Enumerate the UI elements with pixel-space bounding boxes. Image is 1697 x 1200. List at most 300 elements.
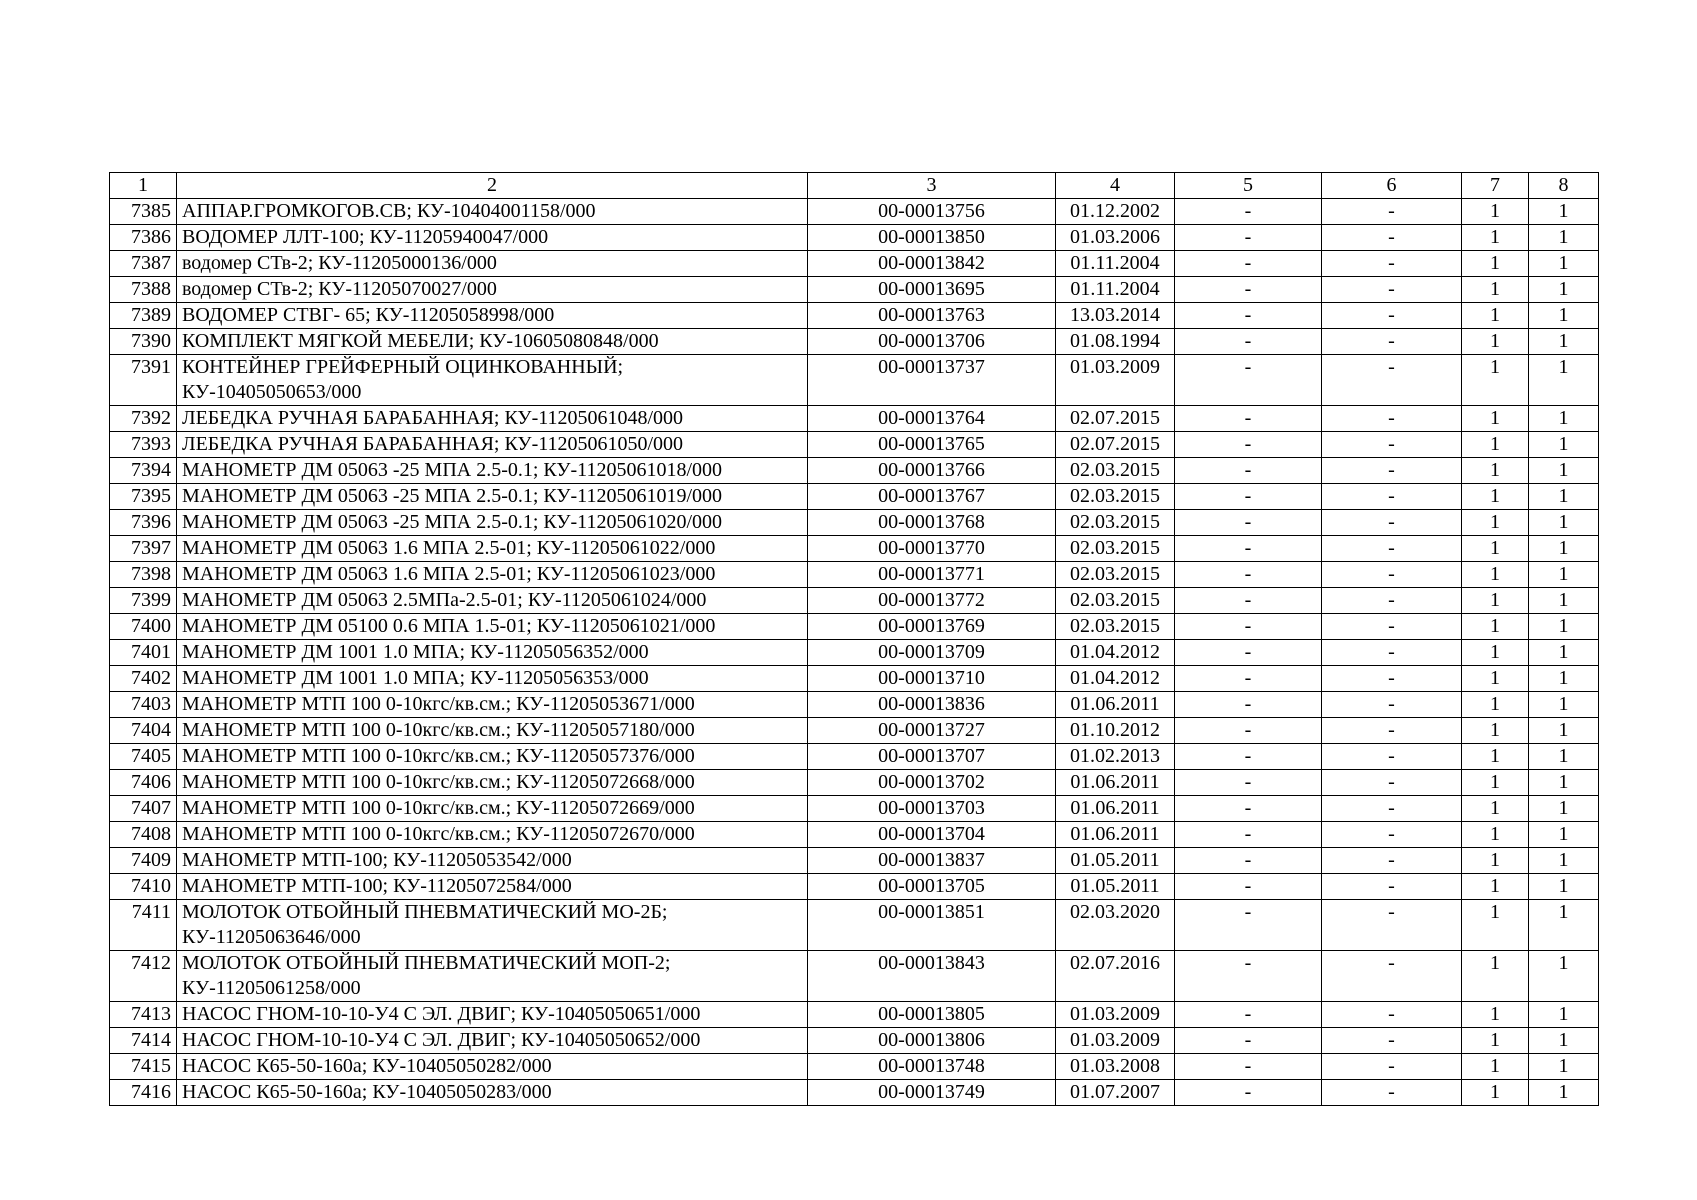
item-date: 01.06.2011	[1056, 822, 1175, 848]
item-name	[177, 692, 808, 718]
col-8-value: 1	[1529, 303, 1599, 329]
col-5-value: -	[1175, 225, 1322, 251]
col-8-value: 1	[1529, 588, 1599, 614]
item-name	[177, 1002, 808, 1028]
item-name-line: НАСОС К65-50-160а; КУ-10405050283/000	[182, 1081, 552, 1103]
item-name-line: МАНОМЕТР МТП 100 0-10кгс/кв.см.; КУ-11205057376/000	[182, 745, 695, 767]
col-7-value: 1	[1462, 251, 1529, 277]
table-row	[110, 874, 1599, 900]
item-name	[177, 1054, 808, 1080]
inventory-code: 00-00013709	[808, 640, 1056, 666]
item-name-line: МАНОМЕТР ДМ 05063 -25 МПА 2.5-0.1; КУ-11205061020/000	[182, 511, 722, 533]
table-row	[110, 640, 1599, 666]
item-name-line: МАНОМЕТР МТП 100 0-10кгс/кв.см.; КУ-11205072669/000	[182, 797, 695, 819]
col-8-value: 1	[1529, 1028, 1599, 1054]
inventory-code: 00-00013748	[808, 1054, 1056, 1080]
col-6-value: -	[1322, 848, 1462, 874]
row-number: 7410	[110, 874, 177, 900]
col-7-value: 1	[1462, 432, 1529, 458]
item-name-line: НАСОС ГНОМ-10-10-У4 С ЭЛ. ДВИГ; КУ-10405050652/000	[182, 1029, 701, 1051]
col-7-value: 1	[1462, 666, 1529, 692]
table-row	[110, 692, 1599, 718]
col-7-value: 1	[1462, 1028, 1529, 1054]
item-name	[177, 1028, 808, 1054]
col-8-value: 1	[1529, 562, 1599, 588]
col-8-value: 1	[1529, 874, 1599, 900]
col-7-value: 1	[1462, 874, 1529, 900]
col-7-value: 1	[1462, 199, 1529, 225]
item-date: 01.03.2009	[1056, 1028, 1175, 1054]
col-8-value: 1	[1529, 329, 1599, 355]
table-row	[110, 355, 1599, 406]
col-7-value: 1	[1462, 822, 1529, 848]
row-number: 7386	[110, 225, 177, 251]
inventory-code: 00-00013703	[808, 796, 1056, 822]
col-8-value: 1	[1529, 225, 1599, 251]
inventory-code: 00-00013764	[808, 406, 1056, 432]
item-name-line: МАНОМЕТР ДМ 1001 1.0 МПА; КУ-11205056353/000	[182, 667, 649, 689]
item-date: 02.03.2015	[1056, 510, 1175, 536]
col-7-value: 1	[1462, 277, 1529, 303]
col-8-value: 1	[1529, 199, 1599, 225]
col-8-value: 1	[1529, 900, 1599, 951]
col-5-value: -	[1175, 588, 1322, 614]
item-name	[177, 1080, 808, 1106]
col-6-value: -	[1322, 303, 1462, 329]
col-6-value: -	[1322, 822, 1462, 848]
row-number: 7403	[110, 692, 177, 718]
item-date: 01.06.2011	[1056, 796, 1175, 822]
item-name-line: МАНОМЕТР ДМ 05063 -25 МПА 2.5-0.1; КУ-11205061018/000	[182, 459, 722, 481]
col-6-value: -	[1322, 536, 1462, 562]
col-5-value: -	[1175, 744, 1322, 770]
item-name	[177, 874, 808, 900]
col-8-value: 1	[1529, 692, 1599, 718]
item-name	[177, 770, 808, 796]
col-7-value: 1	[1462, 1054, 1529, 1080]
col-6-value: -	[1322, 640, 1462, 666]
col-5-value: -	[1175, 432, 1322, 458]
table-row	[110, 848, 1599, 874]
item-name-line: МАНОМЕТР ДМ 1001 1.0 МПА; КУ-11205056352/000	[182, 641, 649, 663]
item-date: 01.03.2006	[1056, 225, 1175, 251]
item-name-line: МАНОМЕТР МТП 100 0-10кгс/кв.см.; КУ-11205057180/000	[182, 719, 695, 741]
item-date: 02.03.2015	[1056, 458, 1175, 484]
col-8-value: 1	[1529, 848, 1599, 874]
table-row	[110, 718, 1599, 744]
col-5-value: -	[1175, 484, 1322, 510]
row-number: 7404	[110, 718, 177, 744]
col-7-value: 1	[1462, 951, 1529, 1002]
col-6-value: -	[1322, 1054, 1462, 1080]
inventory-code: 00-00013695	[808, 277, 1056, 303]
col-5-value: -	[1175, 1028, 1322, 1054]
item-name-line: АППАР.ГРОМКОГОВ.СВ; КУ-10404001158/000	[182, 200, 596, 222]
table-row	[110, 510, 1599, 536]
item-name-line: МАНОМЕТР ДМ 05063 1.6 МПА 2.5-01; КУ-11205061023/000	[182, 563, 716, 585]
table-row	[110, 1028, 1599, 1054]
item-date: 01.05.2011	[1056, 848, 1175, 874]
inventory-code: 00-00013707	[808, 744, 1056, 770]
inventory-code: 00-00013769	[808, 614, 1056, 640]
row-number: 7405	[110, 744, 177, 770]
col-6-value: -	[1322, 251, 1462, 277]
row-number: 7416	[110, 1080, 177, 1106]
row-number: 7397	[110, 536, 177, 562]
item-name	[177, 432, 808, 458]
item-name-line: НАСОС ГНОМ-10-10-У4 С ЭЛ. ДВИГ; КУ-10405050651/000	[182, 1003, 701, 1025]
col-7-value: 1	[1462, 458, 1529, 484]
col-7-value: 1	[1462, 1002, 1529, 1028]
col-5-value: -	[1175, 848, 1322, 874]
item-name	[177, 406, 808, 432]
col-5-value: -	[1175, 1002, 1322, 1028]
col-7-value: 1	[1462, 770, 1529, 796]
col-6-value: -	[1322, 692, 1462, 718]
header-col-8: 8	[1529, 173, 1599, 199]
item-date: 01.03.2008	[1056, 1054, 1175, 1080]
inventory-code: 00-00013771	[808, 562, 1056, 588]
col-8-value: 1	[1529, 432, 1599, 458]
row-number: 7396	[110, 510, 177, 536]
table-row	[110, 329, 1599, 355]
item-date: 01.03.2009	[1056, 355, 1175, 406]
item-name-line: МАНОМЕТР ДМ 05063 -25 МПА 2.5-0.1; КУ-11205061019/000	[182, 485, 722, 507]
col-5-value: -	[1175, 770, 1322, 796]
table-row	[110, 614, 1599, 640]
col-8-value: 1	[1529, 744, 1599, 770]
item-name-line: ВОДОМЕР СТВГ- 65; КУ-11205058998/000	[182, 304, 555, 326]
col-8-value: 1	[1529, 640, 1599, 666]
item-name	[177, 458, 808, 484]
col-8-value: 1	[1529, 510, 1599, 536]
col-8-value: 1	[1529, 1002, 1599, 1028]
col-5-value: -	[1175, 458, 1322, 484]
col-6-value: -	[1322, 199, 1462, 225]
table-row	[110, 744, 1599, 770]
item-name-line: МАНОМЕТР МТП 100 0-10кгс/кв.см.; КУ-11205072668/000	[182, 771, 695, 793]
col-8-value: 1	[1529, 1080, 1599, 1106]
table-row	[110, 900, 1599, 951]
col-5-value: -	[1175, 692, 1322, 718]
col-8-value: 1	[1529, 666, 1599, 692]
inventory-code: 00-00013737	[808, 355, 1056, 406]
inventory-code: 00-00013836	[808, 692, 1056, 718]
header-col-1: 1	[110, 173, 177, 199]
col-8-value: 1	[1529, 1054, 1599, 1080]
item-name-line: КУ-11205061258/000	[182, 977, 361, 999]
table-row	[110, 484, 1599, 510]
item-name	[177, 614, 808, 640]
col-6-value: -	[1322, 277, 1462, 303]
table-row	[110, 536, 1599, 562]
item-date: 02.03.2015	[1056, 484, 1175, 510]
item-name	[177, 484, 808, 510]
col-8-value: 1	[1529, 458, 1599, 484]
row-number: 7392	[110, 406, 177, 432]
row-number: 7413	[110, 1002, 177, 1028]
inventory-code: 00-00013766	[808, 458, 1056, 484]
item-date: 01.03.2009	[1056, 1002, 1175, 1028]
col-7-value: 1	[1462, 510, 1529, 536]
col-5-value: -	[1175, 718, 1322, 744]
item-name-line: ЛЕБЕДКА РУЧНАЯ БАРАБАННАЯ; КУ-11205061048/000	[182, 407, 684, 429]
row-number: 7409	[110, 848, 177, 874]
table-row	[110, 458, 1599, 484]
item-date: 02.03.2015	[1056, 614, 1175, 640]
col-7-value: 1	[1462, 406, 1529, 432]
row-number: 7400	[110, 614, 177, 640]
col-5-value: -	[1175, 822, 1322, 848]
col-7-value: 1	[1462, 484, 1529, 510]
inventory-code: 00-00013704	[808, 822, 1056, 848]
item-name	[177, 588, 808, 614]
inventory-code: 00-00013770	[808, 536, 1056, 562]
item-name	[177, 848, 808, 874]
col-8-value: 1	[1529, 951, 1599, 1002]
row-number: 7388	[110, 277, 177, 303]
header-row	[110, 173, 1599, 199]
item-name	[177, 355, 808, 406]
item-name-line: МАНОМЕТР МТП-100; КУ-11205072584/000	[182, 875, 572, 897]
col-7-value: 1	[1462, 329, 1529, 355]
col-6-value: -	[1322, 458, 1462, 484]
col-5-value: -	[1175, 1080, 1322, 1106]
item-name-line: ЛЕБЕДКА РУЧНАЯ БАРАБАННАЯ; КУ-11205061050/000	[182, 433, 684, 455]
col-6-value: -	[1322, 718, 1462, 744]
col-5-value: -	[1175, 329, 1322, 355]
item-date: 01.12.2002	[1056, 199, 1175, 225]
item-date: 01.06.2011	[1056, 770, 1175, 796]
col-7-value: 1	[1462, 303, 1529, 329]
col-7-value: 1	[1462, 640, 1529, 666]
item-date: 01.08.1994	[1056, 329, 1175, 355]
table-row	[110, 666, 1599, 692]
col-8-value: 1	[1529, 277, 1599, 303]
col-6-value: -	[1322, 510, 1462, 536]
item-date: 02.03.2015	[1056, 562, 1175, 588]
col-6-value: -	[1322, 484, 1462, 510]
row-number: 7387	[110, 251, 177, 277]
col-5-value: -	[1175, 303, 1322, 329]
item-name	[177, 251, 808, 277]
col-6-value: -	[1322, 614, 1462, 640]
row-number: 7385	[110, 199, 177, 225]
inventory-code: 00-00013842	[808, 251, 1056, 277]
item-name-line: НАСОС К65-50-160а; КУ-10405050282/000	[182, 1055, 552, 1077]
item-date: 01.06.2011	[1056, 692, 1175, 718]
inventory-code: 00-00013805	[808, 1002, 1056, 1028]
item-name	[177, 303, 808, 329]
col-5-value: -	[1175, 251, 1322, 277]
item-name-line: водомер СТв-2; КУ-11205070027/000	[182, 278, 497, 300]
inventory-code: 00-00013727	[808, 718, 1056, 744]
col-6-value: -	[1322, 562, 1462, 588]
inventory-code: 00-00013806	[808, 1028, 1056, 1054]
col-8-value: 1	[1529, 796, 1599, 822]
item-date: 01.10.2012	[1056, 718, 1175, 744]
item-date: 01.11.2004	[1056, 277, 1175, 303]
col-8-value: 1	[1529, 770, 1599, 796]
table-row	[110, 199, 1599, 225]
inventory-code: 00-00013710	[808, 666, 1056, 692]
col-6-value: -	[1322, 329, 1462, 355]
table-row	[110, 822, 1599, 848]
item-date: 01.04.2012	[1056, 640, 1175, 666]
row-number: 7398	[110, 562, 177, 588]
item-date: 01.05.2011	[1056, 874, 1175, 900]
item-name	[177, 744, 808, 770]
row-number: 7401	[110, 640, 177, 666]
item-name	[177, 666, 808, 692]
col-5-value: -	[1175, 666, 1322, 692]
col-6-value: -	[1322, 770, 1462, 796]
col-8-value: 1	[1529, 822, 1599, 848]
table-row	[110, 303, 1599, 329]
item-name	[177, 900, 808, 951]
item-date: 02.03.2015	[1056, 588, 1175, 614]
item-name	[177, 718, 808, 744]
col-8-value: 1	[1529, 355, 1599, 406]
inventory-code: 00-00013850	[808, 225, 1056, 251]
header-col-5: 5	[1175, 173, 1322, 199]
row-number: 7395	[110, 484, 177, 510]
col-5-value: -	[1175, 951, 1322, 1002]
inventory-code: 00-00013706	[808, 329, 1056, 355]
header-col-6: 6	[1322, 173, 1462, 199]
table-row	[110, 1054, 1599, 1080]
inventory-code: 00-00013702	[808, 770, 1056, 796]
item-date: 01.11.2004	[1056, 251, 1175, 277]
col-8-value: 1	[1529, 614, 1599, 640]
item-name	[177, 951, 808, 1002]
item-date: 13.03.2014	[1056, 303, 1175, 329]
table-row	[110, 251, 1599, 277]
col-6-value: -	[1322, 225, 1462, 251]
item-name-line: КОМПЛЕКТ МЯГКОЙ МЕБЕЛИ; КУ-10605080848/000	[182, 330, 659, 352]
col-7-value: 1	[1462, 355, 1529, 406]
inventory-table	[109, 172, 1599, 1106]
col-6-value: -	[1322, 406, 1462, 432]
col-5-value: -	[1175, 900, 1322, 951]
item-name-line: водомер СТв-2; КУ-11205000136/000	[182, 252, 497, 274]
col-6-value: -	[1322, 874, 1462, 900]
col-7-value: 1	[1462, 900, 1529, 951]
item-name	[177, 796, 808, 822]
item-date: 02.07.2016	[1056, 951, 1175, 1002]
item-name-line: КУ-11205063646/000	[182, 926, 361, 948]
item-date: 02.07.2015	[1056, 406, 1175, 432]
item-date: 02.03.2020	[1056, 900, 1175, 951]
table-row	[110, 796, 1599, 822]
item-name-line: МАНОМЕТР МТП 100 0-10кгс/кв.см.; КУ-11205072670/000	[182, 823, 695, 845]
col-6-value: -	[1322, 666, 1462, 692]
inventory-code: 00-00013772	[808, 588, 1056, 614]
row-number: 7394	[110, 458, 177, 484]
row-number: 7406	[110, 770, 177, 796]
row-number: 7393	[110, 432, 177, 458]
col-5-value: -	[1175, 640, 1322, 666]
row-number: 7411	[110, 900, 177, 951]
table-row	[110, 770, 1599, 796]
row-number: 7407	[110, 796, 177, 822]
col-6-value: -	[1322, 588, 1462, 614]
col-6-value: -	[1322, 355, 1462, 406]
inventory-code: 00-00013768	[808, 510, 1056, 536]
col-5-value: -	[1175, 874, 1322, 900]
col-8-value: 1	[1529, 718, 1599, 744]
row-number: 7414	[110, 1028, 177, 1054]
inventory-code: 00-00013837	[808, 848, 1056, 874]
item-name-line: МАНОМЕТР МТП 100 0-10кгс/кв.см.; КУ-11205053671/000	[182, 693, 695, 715]
inventory-code: 00-00013843	[808, 951, 1056, 1002]
row-number: 7389	[110, 303, 177, 329]
item-name	[177, 329, 808, 355]
inventory-code: 00-00013767	[808, 484, 1056, 510]
row-number: 7391	[110, 355, 177, 406]
header-col-7: 7	[1462, 173, 1529, 199]
row-number: 7402	[110, 666, 177, 692]
item-name-line: МАНОМЕТР ДМ 05100 0.6 МПА 1.5-01; КУ-11205061021/000	[182, 615, 716, 637]
col-6-value: -	[1322, 951, 1462, 1002]
item-name-line: КУ-10405050653/000	[182, 381, 362, 403]
col-5-value: -	[1175, 796, 1322, 822]
item-name	[177, 225, 808, 251]
col-6-value: -	[1322, 744, 1462, 770]
col-6-value: -	[1322, 796, 1462, 822]
col-7-value: 1	[1462, 225, 1529, 251]
col-7-value: 1	[1462, 692, 1529, 718]
item-name-line: МАНОМЕТР ДМ 05063 2.5МПа-2.5-01; КУ-11205061024/000	[182, 589, 707, 611]
table-row	[110, 432, 1599, 458]
col-7-value: 1	[1462, 536, 1529, 562]
row-number: 7415	[110, 1054, 177, 1080]
inventory-code: 00-00013763	[808, 303, 1056, 329]
item-date: 01.04.2012	[1056, 666, 1175, 692]
col-5-value: -	[1175, 355, 1322, 406]
col-8-value: 1	[1529, 406, 1599, 432]
table-row	[110, 562, 1599, 588]
item-date: 02.07.2015	[1056, 432, 1175, 458]
col-5-value: -	[1175, 510, 1322, 536]
table-row	[110, 1080, 1599, 1106]
inventory-code: 00-00013851	[808, 900, 1056, 951]
col-6-value: -	[1322, 432, 1462, 458]
col-7-value: 1	[1462, 796, 1529, 822]
table-body	[110, 199, 1599, 1106]
col-6-value: -	[1322, 1080, 1462, 1106]
item-name	[177, 822, 808, 848]
col-7-value: 1	[1462, 614, 1529, 640]
item-name	[177, 277, 808, 303]
col-8-value: 1	[1529, 536, 1599, 562]
table-row	[110, 588, 1599, 614]
col-7-value: 1	[1462, 744, 1529, 770]
col-7-value: 1	[1462, 562, 1529, 588]
item-name	[177, 640, 808, 666]
row-number: 7412	[110, 951, 177, 1002]
col-5-value: -	[1175, 277, 1322, 303]
col-5-value: -	[1175, 562, 1322, 588]
item-name-line: МАНОМЕТР ДМ 05063 1.6 МПА 2.5-01; КУ-11205061022/000	[182, 537, 716, 559]
col-6-value: -	[1322, 900, 1462, 951]
inventory-code: 00-00013756	[808, 199, 1056, 225]
inventory-code: 00-00013749	[808, 1080, 1056, 1106]
table-row	[110, 225, 1599, 251]
col-7-value: 1	[1462, 588, 1529, 614]
col-5-value: -	[1175, 536, 1322, 562]
item-name-line: МОЛОТОК ОТБОЙНЫЙ ПНЕВМАТИЧЕСКИЙ МО-2Б;	[182, 901, 668, 923]
